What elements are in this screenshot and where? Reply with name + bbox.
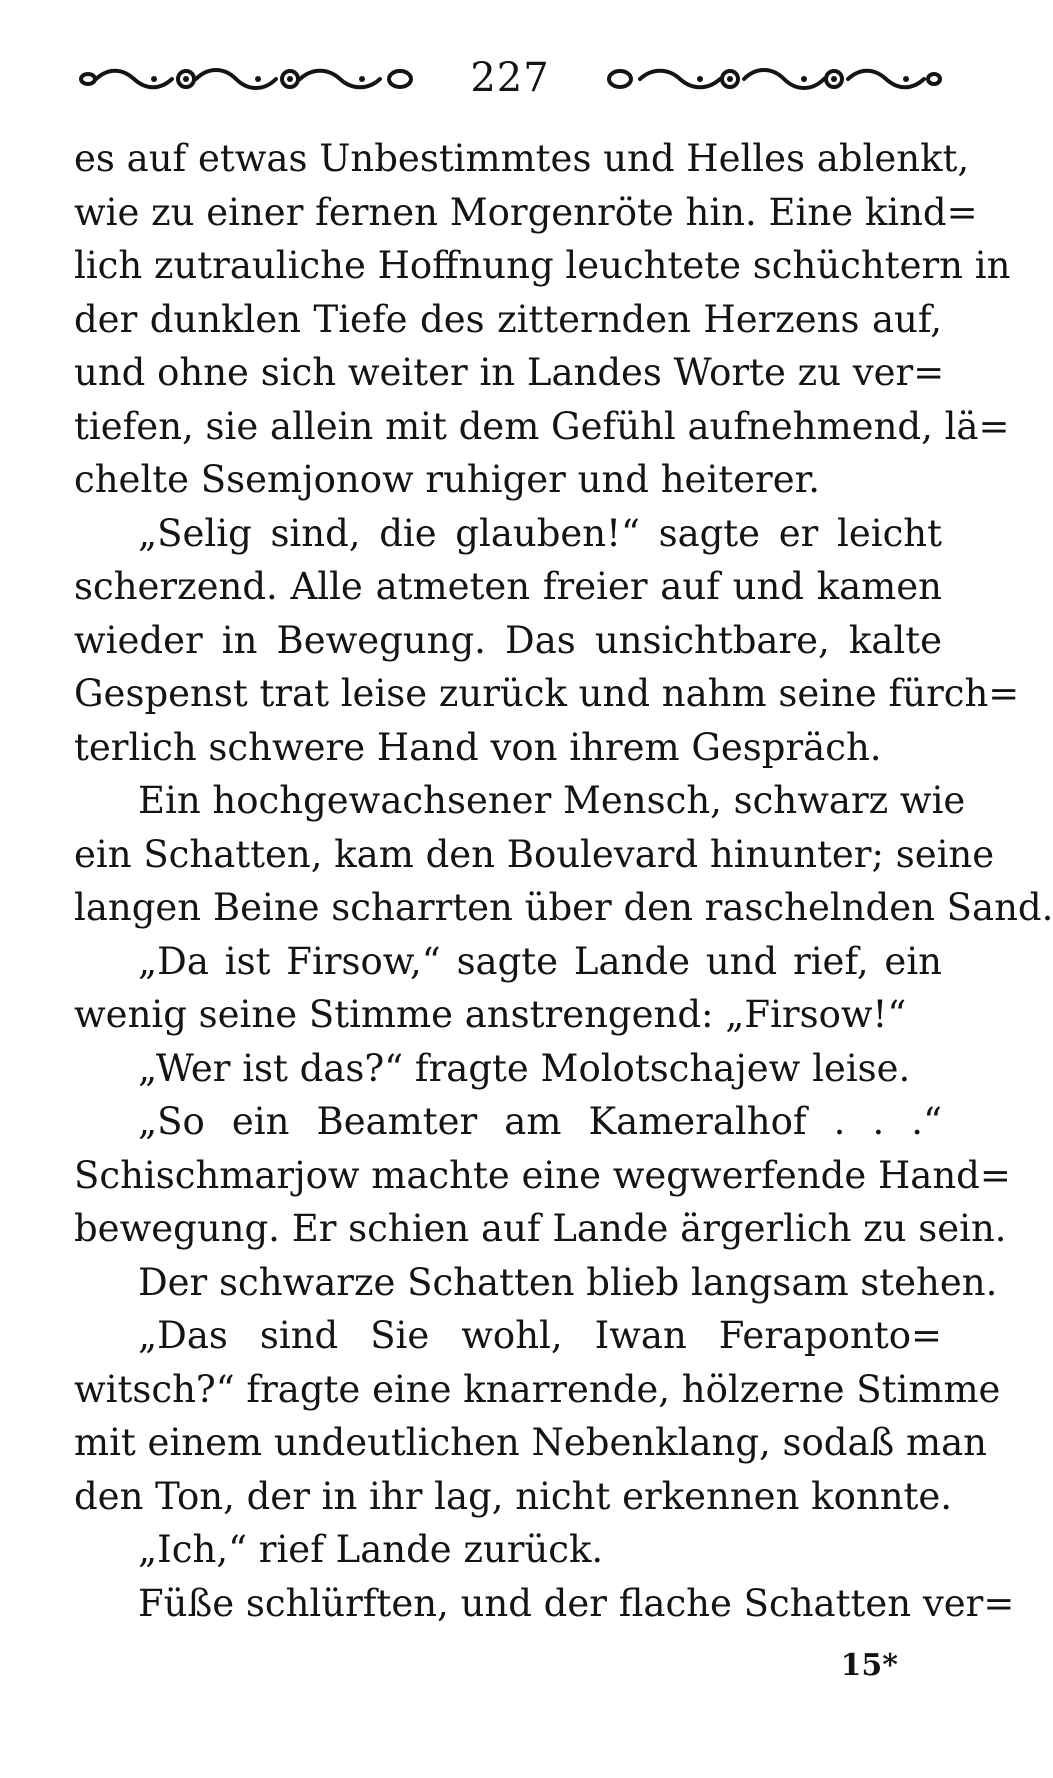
text-line: es auf etwas Unbestimmtes und Helles ablenkt, <box>74 137 970 180</box>
text-line: witsch?“ fragte eine knarrende, hölzerne Stimme <box>74 1367 1001 1411</box>
text-line: ein Schatten, kam den Boulevard hinunter; seine <box>74 832 995 876</box>
text-line: und ohne sich weiter in Landes Worte zu ver= <box>74 351 945 394</box>
text-line: den Ton, der in ihr lag, nicht erkennen konnte. <box>74 1474 953 1518</box>
text-line: „Da ist Firsow,“ sagte Lande und rief, ein <box>138 939 942 983</box>
text-line: „Wer ist das?“ fragte Molotschajew leise. <box>138 1046 911 1090</box>
text-line: wieder in Bewegung. Das unsichtbare, kalte <box>74 618 942 662</box>
text-line: „Selig sind, die glauben!“ sagte er leicht <box>138 511 942 555</box>
text-line: „So ein Beamter am Kameralhof . . .“ <box>138 1100 942 1143</box>
text-line: Gespenst trat leise zurück und nahm seine fürch= <box>74 672 1020 715</box>
text-line: wenig seine Stimme anstrengend: „Firsow!“ <box>74 993 907 1036</box>
text-line: der dunklen Tiefe des zitternden Herzens auf, <box>74 297 942 341</box>
text-line: „Ich,“ rief Lande zurück. <box>138 1528 604 1571</box>
text-line: tiefen, sie allein mit dem Gefühl aufnehmend, lä= <box>74 404 1010 448</box>
printer-signature: 15* <box>840 1648 898 1683</box>
text-line: lich zutrauliche Hoffnung leuchtete schüchtern in <box>74 244 1011 287</box>
text-line: scherzend. Alle atmeten freier auf und kamen <box>74 565 942 608</box>
page-number: 227 <box>470 55 550 101</box>
body-text <box>74 132 1053 1630</box>
text-line: „Das sind Sie wohl, Iwan Feraponto= <box>138 1314 942 1357</box>
text-line: Füße schlürften, und der flache Schatten ver= <box>138 1581 1015 1625</box>
text-line: Ein hochgewachsener Mensch, schwarz wie <box>138 779 966 822</box>
text-line: bewegung. Er schien auf Lande ärgerlich zu sein. <box>74 1207 1007 1250</box>
text-line: wie zu einer fernen Morgenröte hin. Eine kind= <box>74 190 978 234</box>
text-line: Schischmarjow machte eine wegwerfende Hand= <box>74 1153 1011 1197</box>
text-line: chelte Ssemjonow ruhiger und heiterer. <box>74 458 821 501</box>
text-line: langen Beine scharrten über den raschelnden Sand. <box>74 886 1053 929</box>
scroll-ornament-right-icon <box>602 64 942 94</box>
page-header <box>78 52 942 104</box>
text-line: terlich schwere Hand von ihrem Gespräch. <box>74 725 882 769</box>
text-line: mit einem undeutlichen Nebenklang, sodaß man <box>74 1421 987 1464</box>
text-line: Der schwarze Schatten blieb langsam stehen. <box>138 1260 998 1304</box>
